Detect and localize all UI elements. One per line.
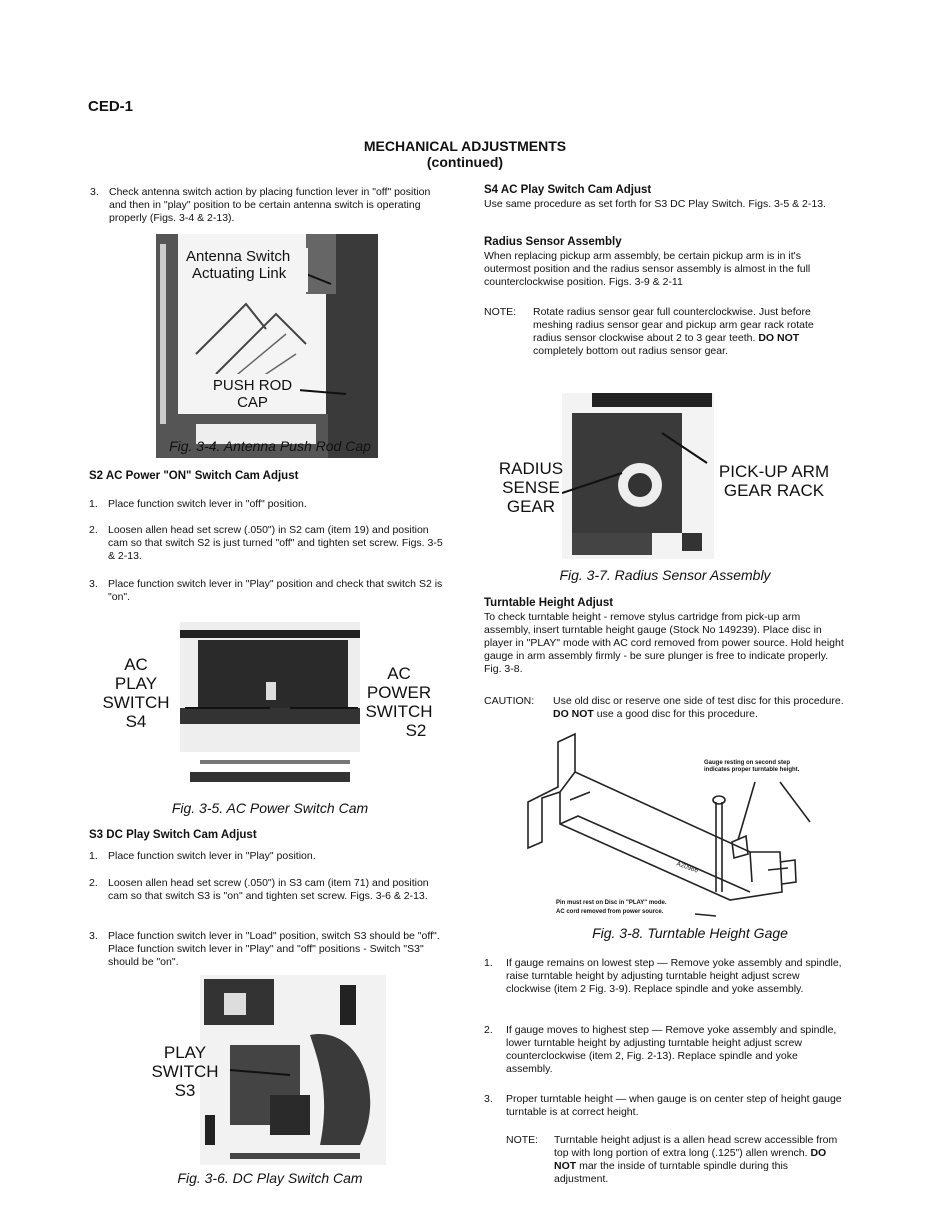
radius-sense-gear-label	[494, 459, 568, 516]
turntable-text: To check turntable height - remove stylus cartridge from pick-up arm assembly, insert turntable height gauge (Stock No 149239). Place disc in player in "PLAY" mode with AC cord removed from power source. Hold height gauge in arm assembly firmly - be sure plunger is free to indicate properly. Fig. 3-8.	[484, 611, 844, 675]
s2-item-3-num: 3.	[89, 578, 98, 590]
note1-label: NOTE:	[484, 306, 517, 318]
gage-bottom-note	[556, 899, 716, 917]
ac-power-switch-label-line3: SWITCH	[365, 702, 433, 721]
s3-item-1: Place function switch lever in "Play" position.	[108, 850, 316, 862]
page-title-line2: (continued)	[426, 154, 504, 170]
gage-top-note-line1: Gauge resting on second step	[704, 760, 791, 766]
note2-text	[554, 1134, 844, 1186]
ac-power-switch-photo	[180, 622, 360, 788]
ac-play-switch-label	[96, 655, 176, 731]
item-number: 3.	[90, 186, 99, 198]
play-switch-label-line3: S3	[174, 1081, 196, 1100]
pickup-arm-gear-rack-label-line1: PICK-UP ARM	[718, 462, 830, 481]
radius-sense-gear-label-line3: GEAR	[506, 497, 556, 516]
s2-item-2-num: 2.	[89, 524, 98, 536]
caution-text	[553, 695, 845, 721]
s4-text: Use same procedure as set forth for S3 DC Play Switch. Figs. 3-5 & 2-13.	[484, 198, 826, 210]
antenna-link-label-line1: Antenna Switch	[186, 248, 291, 265]
antenna-check-text: Check antenna switch action by placing function lever in "off" position and then in "play" position to be certain antenna switch is operating properly (Figs. 3-4 & 2-13).	[109, 186, 431, 224]
push-rod-cap-label	[200, 377, 305, 411]
gage-top-note-line2: indicates proper turntable height.	[704, 767, 800, 773]
gage-part-number: A20966	[675, 860, 699, 875]
caution-text-a: Use old disc or reserve one side of test disc for this procedure.	[553, 695, 844, 707]
note2-label: NOTE:	[506, 1134, 539, 1146]
page-title	[300, 138, 630, 170]
gage-top-note	[704, 760, 834, 774]
s2-heading: S2 AC Power "ON" Switch Cam Adjust	[89, 470, 299, 482]
antenna-link-label	[186, 248, 316, 282]
radius-heading: Radius Sensor Assembly	[484, 236, 622, 248]
note1-text	[533, 306, 845, 358]
s3-item-2: Loosen allen head set screw (.050") in S3 cam (item 71) and position cam so that switch S3 is "on" and tighten set screw. Figs. 3-6 & 2-13.	[108, 877, 429, 902]
note1-text-bold: DO NOT	[758, 332, 800, 344]
pickup-arm-gear-rack-label	[712, 462, 836, 500]
document-code: CED-1	[88, 98, 134, 115]
s4-heading: S4 AC Play Switch Cam Adjust	[484, 184, 652, 196]
ac-play-switch-label-line4: S4	[125, 712, 147, 731]
s2-item-1-num: 1.	[89, 498, 98, 510]
radius-sense-gear-label-line1: RADIUS	[498, 459, 564, 478]
ac-play-switch-label-line2: PLAY	[114, 674, 158, 693]
ac-power-switch-label-line2: POWER	[366, 683, 432, 702]
s3-item-1-num: 1.	[89, 850, 98, 862]
s2-item-3: Place function switch lever in "Play" position and check that switch S2 is "on".	[108, 578, 443, 603]
play-switch-label-line2: SWITCH	[151, 1062, 219, 1081]
gauge-item-2-num: 2.	[484, 1024, 493, 1036]
antenna-link-label-line2: Actuating Link	[192, 265, 287, 282]
push-rod-cap-label-line1: PUSH ROD	[212, 377, 293, 394]
s2-item-2: Loosen allen head set screw (.050") in S2 cam (item 19) and position cam so that switch S2 is just turned "off" and tighten set screw. Figs. 3-5 & 2-13.	[108, 524, 443, 562]
play-switch-label	[140, 1043, 230, 1100]
ac-play-switch-label-line1: AC	[124, 655, 148, 674]
figure-caption-3-8: Fig. 3-8. Turntable Height Gage	[592, 925, 788, 941]
gauge-item-1-num: 1.	[484, 957, 493, 969]
radius-sense-gear-label-line2: SENSE	[502, 478, 560, 497]
ac-power-switch-label	[356, 664, 442, 740]
note2-text-bold: DO NOT	[554, 1147, 827, 1172]
caution-text-b: use a good disc for this procedure.	[596, 708, 758, 720]
figure-caption-3-5: Fig. 3-5. AC Power Switch Cam	[171, 800, 369, 816]
ac-power-switch-label-line1: AC	[387, 664, 411, 683]
ac-play-switch-label-line3: SWITCH	[102, 693, 170, 712]
caution-text-bold: DO NOT	[553, 708, 594, 720]
gauge-item-3-num: 3.	[484, 1093, 493, 1105]
figure-caption-3-6: Fig. 3-6. DC Play Switch Cam	[177, 1170, 363, 1186]
page-title-line1: MECHANICAL ADJUSTMENTS	[363, 138, 567, 154]
play-switch-label-line1: PLAY	[163, 1043, 207, 1062]
turntable-heading: Turntable Height Adjust	[484, 597, 614, 609]
gage-bottom-note-line1: Pin must rest on Disc in "PLAY" mode.	[556, 900, 667, 906]
note2-text-a: Turntable height adjust is a allen head screw accessible from top with long portion of extra long (.125") allen wrench.	[554, 1134, 838, 1159]
gauge-item-1: If gauge remains on lowest step — Remove yoke assembly and spindle, raise turntable height by adjusting turntable height adjust screw clockwise (item 2 Fig. 3-9). Replace spindle and yoke assembly.	[506, 957, 842, 995]
pickup-arm-gear-rack-label-line2: GEAR RACK	[723, 481, 825, 500]
radius-text: When replacing pickup arm assembly, be certain pickup arm is in it's outermost position and the radius sensor assembly is almost in the full counterclockwise position. Figs. 3-9 & 2-11	[484, 250, 811, 288]
note2-text-b: mar the inside of turntable spindle during this adjustment.	[554, 1160, 789, 1185]
s2-item-1: Place function switch lever in "off" position.	[108, 498, 307, 510]
caution-label: CAUTION:	[484, 695, 535, 707]
gauge-item-2: If gauge moves to highest step — Remove yoke assembly and spindle, lower turntable height by adjusting turntable height adjust screw counterclockwise (item 2, Fig. 2-13). Replace spindle and yoke assembly.	[506, 1024, 837, 1075]
gage-bottom-note-line2: AC cord removed from power source.	[556, 909, 664, 915]
s3-item-3: Place function switch lever in "Load" position, switch S3 should be "off". Place function switch lever in "Play" and "off" positions - Switch "S3" should be "on".	[108, 930, 440, 968]
s3-item-2-num: 2.	[89, 877, 98, 889]
figure-caption-3-7: Fig. 3-7. Radius Sensor Assembly	[559, 567, 771, 583]
s3-heading: S3 DC Play Switch Cam Adjust	[89, 829, 257, 841]
figure-caption-3-4: Fig. 3-4. Antenna Push Rod Cap	[169, 438, 371, 454]
ac-power-switch-label-line4: S2	[405, 721, 427, 740]
radius-sensor-photo	[562, 393, 714, 559]
s3-item-3-num: 3.	[89, 930, 98, 942]
note1-text-a: Rotate radius sensor gear full counterclockwise. Just before meshing radius sensor gear and pickup arm gear rack rotate radius sensor clockwise about 2 to 3 gear teeth.	[533, 306, 814, 344]
push-rod-cap-label-line2: CAP	[237, 394, 268, 411]
gauge-item-3: Proper turntable height — when gauge is on center step of height gauge turntable is at correct height.	[506, 1093, 842, 1118]
note1-text-b: completely bottom out radius sensor gear.	[533, 345, 728, 357]
